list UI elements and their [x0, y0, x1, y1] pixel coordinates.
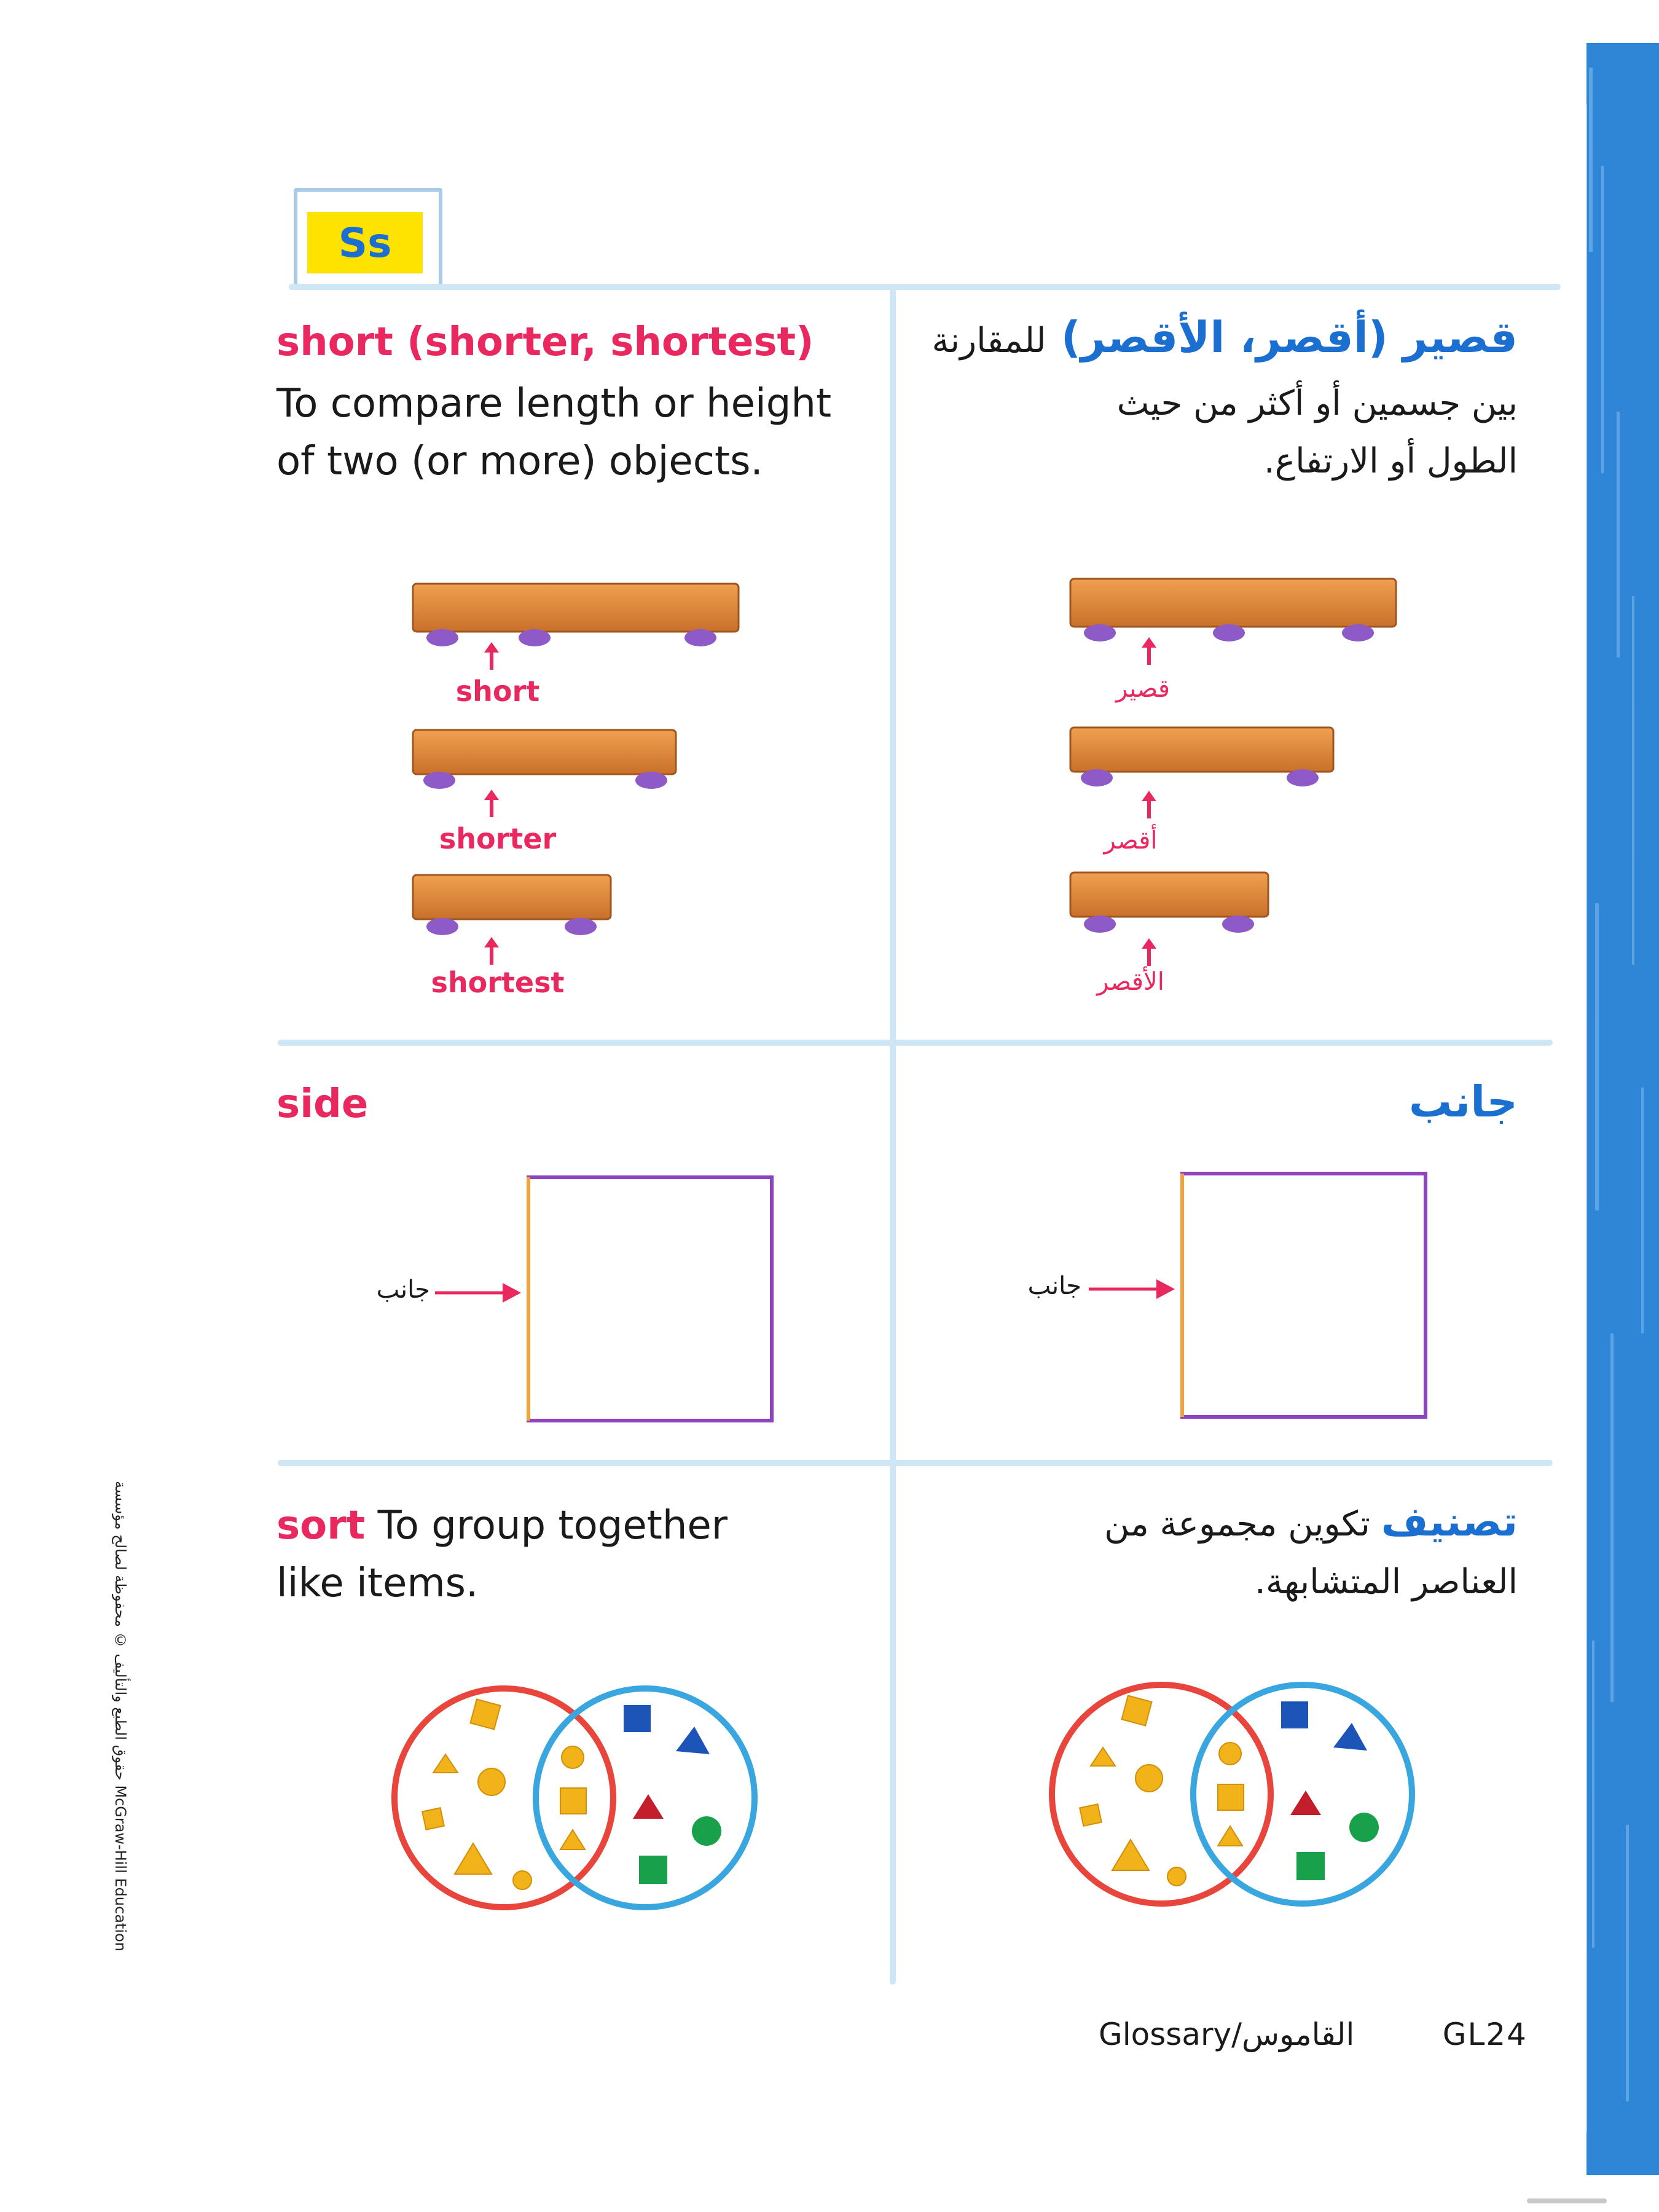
- label-shorter: shorter: [439, 822, 557, 855]
- label-shorter-ar: أقصر: [1104, 826, 1158, 855]
- term-short-ar-inline-def: للمقارنة: [931, 321, 1046, 361]
- definition-line: of two (or more) objects.: [276, 439, 763, 484]
- center-divider: [890, 289, 896, 1985]
- label-short: short: [455, 675, 540, 708]
- page-number: GL24: [1442, 2017, 1528, 2052]
- definition-line: To group together: [377, 1503, 728, 1548]
- side-label-ar-panel: جانب: [1027, 1272, 1081, 1300]
- term-sort-ar: تصنيف: [1381, 1498, 1518, 1545]
- definition-line: To compare length or height: [276, 381, 832, 426]
- definition-line: الطول أو الارتفاع.: [1263, 441, 1518, 481]
- section-letter-tab: Ss: [307, 212, 423, 273]
- row-divider-1: [278, 1040, 1553, 1046]
- definition-short-en: [276, 375, 866, 490]
- sort-venn-diagram-en: [387, 1677, 768, 1923]
- label-short-ar: قصير: [1116, 675, 1170, 703]
- term-short-ar-title: قصير (أقصر، الأقصر): [1061, 312, 1518, 363]
- logs-illustration-ar: [1063, 567, 1407, 1009]
- definition-short-ar: [922, 375, 1518, 490]
- side-label-en-panel: جانب: [376, 1276, 430, 1304]
- scroll-indicator: [1527, 2198, 1607, 2203]
- sort-venn-diagram-ar: [1045, 1674, 1426, 1920]
- definition-sort-ar: [922, 1493, 1518, 1611]
- definition-line: تكوين مجموعة من: [1104, 1504, 1370, 1544]
- term-side-ar: جانب: [1408, 1077, 1518, 1127]
- log-shorter: [413, 730, 676, 817]
- logs-illustration-en: [406, 571, 750, 1014]
- label-shortest-ar: الأقصر: [1097, 968, 1164, 996]
- copyright-notice: حقوق الطبع والتأليف © محفوظة لصالح مؤسسة McGraw-Hill Education: [112, 1481, 129, 1951]
- term-side-en: side: [276, 1081, 369, 1127]
- log-shortest: [413, 875, 611, 965]
- term-short-en: short (shorter, shortest): [276, 320, 814, 365]
- definition-line: العناصر المتشابهة.: [1255, 1562, 1518, 1602]
- definition-line: like items.: [276, 1561, 479, 1606]
- blue-crayon-stripe: [1583, 43, 1659, 2175]
- row-divider-2: [278, 1460, 1553, 1466]
- top-divider: [289, 284, 1561, 290]
- label-shortest: shortest: [431, 966, 565, 999]
- definition-line: بين جسمين أو أكثر من حيث: [1116, 383, 1518, 423]
- log-short: [413, 584, 739, 670]
- term-sort-en: sort: [276, 1503, 366, 1548]
- definition-sort-en: [276, 1497, 866, 1612]
- footer-glossary-label: Glossary/القاموس: [1099, 2017, 1355, 2052]
- term-short-ar: [922, 312, 1518, 363]
